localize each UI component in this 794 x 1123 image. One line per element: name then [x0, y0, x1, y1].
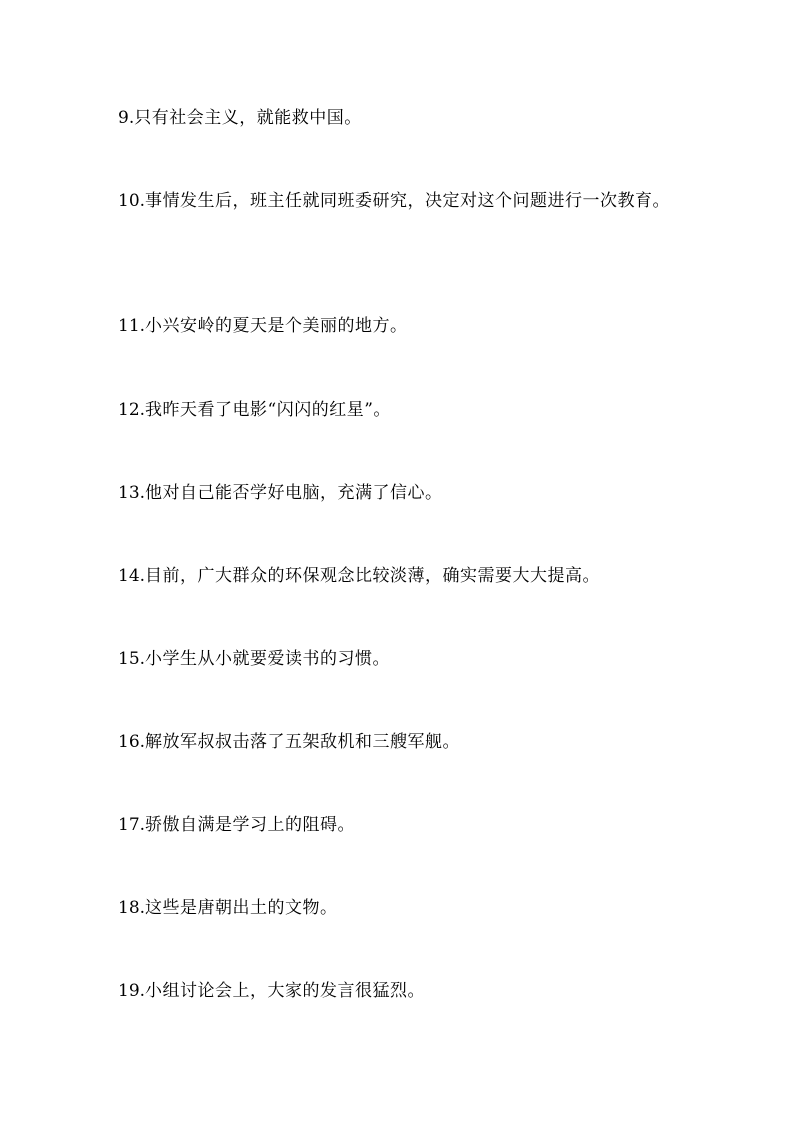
item-number: 12. [118, 400, 146, 420]
sentence-item-18 [118, 887, 688, 929]
item-number: 13. [118, 483, 146, 503]
sentence-item-12 [118, 389, 688, 431]
item-number: 17. [118, 815, 146, 835]
item-number: 16. [118, 732, 146, 752]
item-text: 骄傲自满是学习上的阻碍。 [145, 815, 356, 835]
item-text: 我昨天看了电影“闪闪的红星”。 [145, 400, 391, 420]
item-text: 事情发生后，班主任就同班委研究，决定对这个问题进行一次教育。 [145, 191, 671, 211]
item-text: 只有社会主义，就能救中国。 [134, 108, 362, 128]
sentence-item-10 [118, 180, 688, 222]
item-text: 他对自己能否学好电脑，充满了信心。 [145, 483, 443, 503]
item-number: 10. [118, 191, 146, 211]
sentence-item-16 [118, 721, 688, 763]
item-number: 19. [118, 981, 146, 1001]
sentence-item-14 [118, 555, 688, 597]
item-number: 18. [118, 898, 146, 918]
sentence-item-9 [118, 97, 688, 139]
item-number: 15. [118, 649, 146, 669]
sentence-item-13 [118, 472, 688, 514]
item-text: 解放军叔叔击落了五架敌机和三艘军舰。 [145, 732, 461, 752]
item-text: 目前，广大群众的环保观念比较淡薄，确实需要大大提高。 [145, 566, 601, 586]
sentence-item-11 [118, 305, 688, 347]
item-text: 小组讨论会上，大家的发言很猛烈。 [145, 981, 426, 1001]
item-text: 这些是唐朝出土的文物。 [145, 898, 338, 918]
item-number: 14. [118, 566, 146, 586]
item-number: 11. [118, 316, 146, 336]
sentence-item-17 [118, 804, 688, 846]
item-text: 小兴安岭的夏天是个美丽的地方。 [145, 316, 408, 336]
item-number: 9. [118, 108, 135, 128]
item-text: 小学生从小就要爱读书的习惯。 [145, 649, 391, 669]
sentence-item-15 [118, 638, 688, 680]
sentence-item-19 [118, 970, 688, 1012]
